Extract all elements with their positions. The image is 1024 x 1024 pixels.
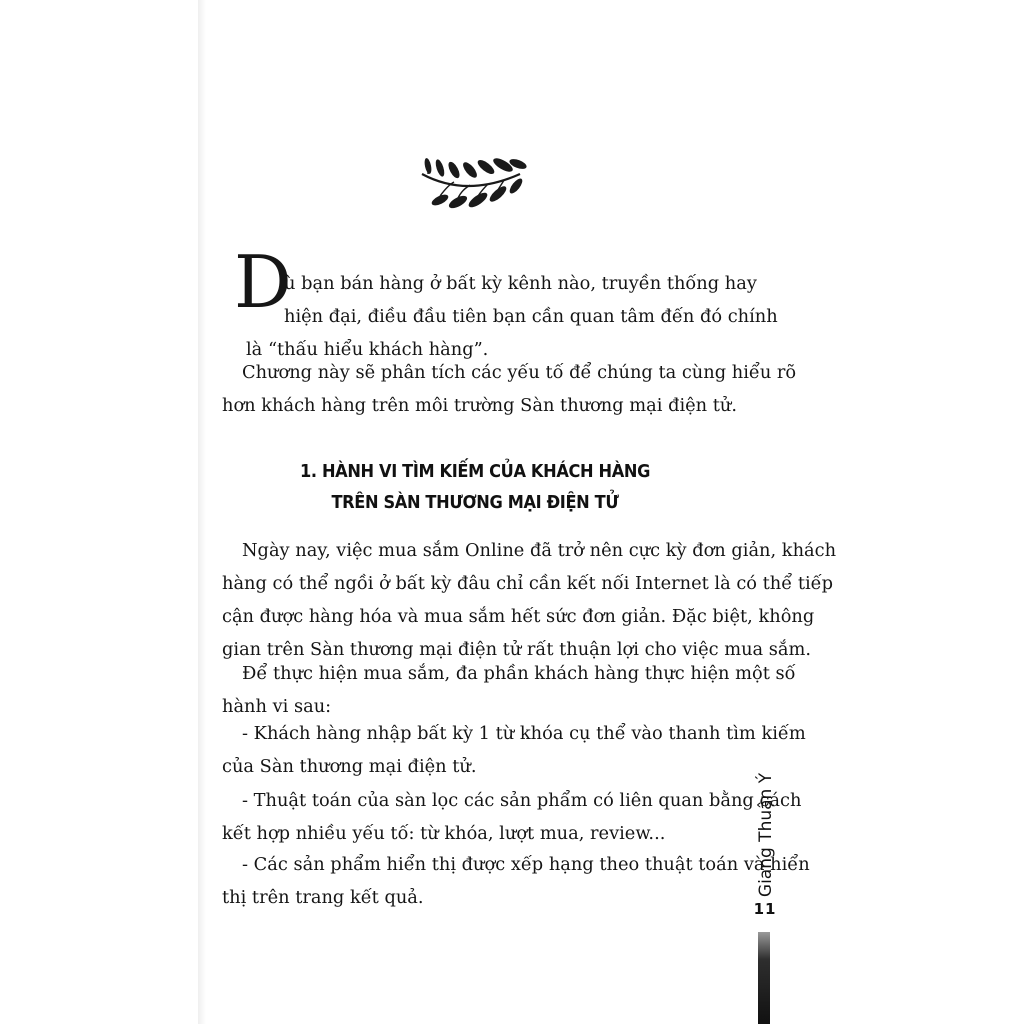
- author-name-text: Giang Thuận Ý: [756, 772, 776, 898]
- text-line: Chương này sẽ phân tích các yếu tố để chúng ta cùng hiểu rõ: [242, 362, 797, 383]
- page-gutter-shadow: [198, 0, 206, 1024]
- text-line: kết hợp nhiều yếu tố: từ khóa, lượt mua, review...: [222, 823, 666, 844]
- text-line: hiện đại, điều đầu tiên bạn cần quan tâm đến đó chính: [284, 306, 778, 327]
- text-line: Ngày nay, việc mua sắm Online đã trở nên cực kỳ đơn giản, khách: [242, 540, 837, 561]
- text-line: - Khách hàng nhập bất kỳ 1 từ khóa cụ thể vào thanh tìm kiếm: [242, 723, 806, 744]
- intro-paragraph: [246, 267, 778, 366]
- text-line: hơn khách hàng trên môi trường Sàn thương mại điện tử.: [222, 395, 738, 416]
- online-shopping-paragraph: [222, 534, 837, 666]
- text-line: ù bạn bán hàng ở bất kỳ kênh nào, truyền thống hay: [284, 273, 757, 294]
- behaviors-paragraph: [222, 657, 796, 723]
- chapter-note-paragraph: [222, 356, 797, 422]
- text-line: hành vi sau:: [222, 696, 332, 717]
- section-heading: [247, 456, 702, 518]
- text-line: Để thực hiện mua sắm, đa phần khách hàng thực hiện một số: [242, 663, 796, 684]
- bullet-item: [222, 717, 806, 783]
- leaf-branch-icon: [418, 158, 530, 220]
- text-line: là “thấu hiểu khách hàng”.: [246, 339, 489, 360]
- page-number: 11: [753, 900, 777, 918]
- text-line: gian trên Sàn thương mại điện tử rất thuận lợi cho việc mua sắm.: [222, 639, 812, 660]
- text-line: của Sàn thương mại điện tử.: [222, 756, 477, 777]
- text-line: - Thuật toán của sàn lọc các sản phẩm có liên quan bằng cách: [242, 790, 802, 811]
- drop-cap-letter: D: [234, 240, 292, 324]
- text-line: - Các sản phẩm hiển thị được xếp hạng theo thuật toán và hiển: [242, 854, 810, 875]
- running-author-name: [736, 772, 796, 898]
- section-heading-line: TRÊN SÀN THƯƠNG MẠI ĐIỆN TỬ: [331, 492, 619, 513]
- text-line: cận được hàng hóa và mua sắm hết sức đơn giản. Đặc biệt, không: [222, 606, 815, 627]
- section-heading-line: 1. HÀNH VI TÌM KIẾM CỦA KHÁCH HÀNG: [299, 461, 651, 482]
- text-line: thị trên trang kết quả.: [222, 887, 424, 908]
- text-line: hàng có thể ngồi ở bất kỳ đâu chỉ cần kết nối Internet là có thể tiếp: [222, 573, 833, 594]
- page-edge-bar: [758, 932, 770, 1024]
